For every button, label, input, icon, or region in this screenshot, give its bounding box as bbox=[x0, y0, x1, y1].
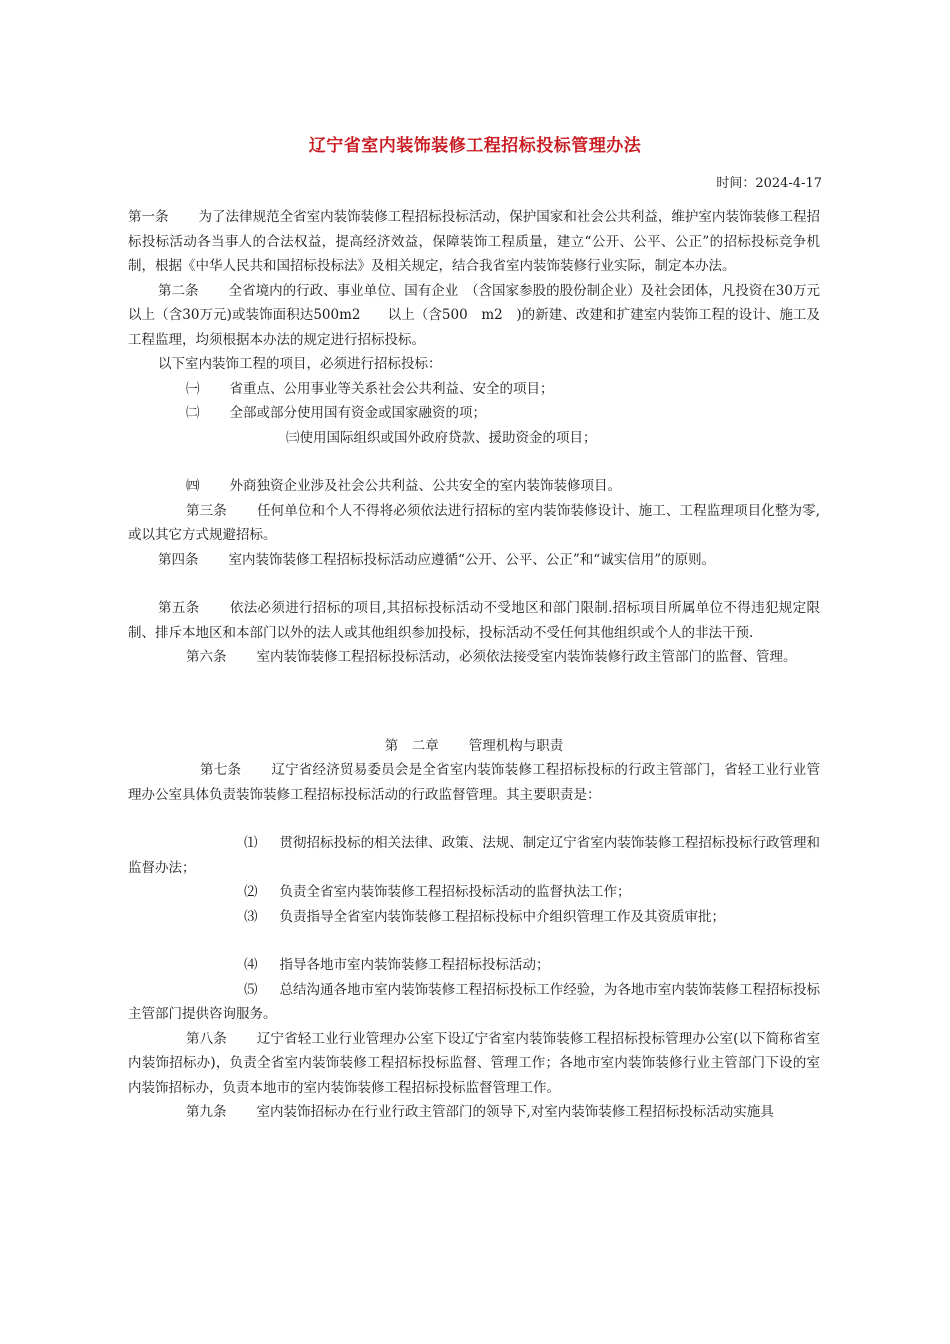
article-2 bbox=[128, 279, 820, 353]
chapter-number: 第 二章 bbox=[384, 737, 439, 754]
article-6 bbox=[128, 645, 820, 670]
article-8 bbox=[128, 1027, 820, 1101]
article-label: 第四条 bbox=[158, 551, 199, 568]
duty-item bbox=[128, 831, 820, 880]
article-3 bbox=[128, 499, 820, 548]
duty-text: 负责全省室内装饰装修工程招标投标活动的监督执法工作； bbox=[279, 884, 631, 900]
document-title: 辽宁省室内装饰装修工程招标投标管理办法 bbox=[308, 136, 642, 156]
article-text: 辽宁省经济贸易委员会是全省室内装饰装修工程招标投标的行政主管部门，省轻工业行业管理办公室具体负责装饰装修工程招标投标活动的行政监督管理。其主要职责是： bbox=[128, 762, 821, 803]
article-text: 依法必须进行招标的项目,其招标投标活动不受地区和部门限制.招标项目所属单位不得违犯规定限制、排斥本地区和本部门以外的法人或其他组织参加投标，投标活动不受任何其他组织或个人的非法干预. bbox=[128, 600, 820, 641]
item-number: ㈣ bbox=[186, 478, 200, 494]
duty-number: ⑶ bbox=[244, 908, 258, 925]
list-item bbox=[128, 401, 820, 426]
article-text: 室内装饰招标办在行业行政主管部门的领导下,对室内装饰装修工程招标投标活动实施具 bbox=[256, 1104, 774, 1120]
chapter-heading bbox=[128, 734, 820, 759]
article-label: 第八条 bbox=[186, 1030, 227, 1047]
article-label: 第三条 bbox=[186, 502, 227, 519]
article-text: 任何单位和个人不得将必须依法进行招标的室内装饰装修设计、施工、工程监理项目化整为零,或以其它方式规避招标。 bbox=[128, 502, 821, 543]
list-intro: 以下室内装饰工程的项目，必须进行招标投标： bbox=[158, 356, 442, 372]
article-label: 第五条 bbox=[158, 600, 200, 616]
duty-number: ⑸ bbox=[244, 981, 258, 998]
duty-text: 负责指导全省室内装饰装修工程招标投标中介组织管理工作及其资质审批； bbox=[279, 908, 725, 925]
item-text: ㈢使用国际组织或国外政府贷款、援助资金的项目； bbox=[286, 429, 597, 446]
duty-item bbox=[128, 905, 820, 930]
article-label: 第二条 bbox=[158, 282, 199, 299]
article-label: 第一条 bbox=[128, 209, 169, 225]
duty-text: 贯彻招标投标的相关法律、政策、法规、制定辽宁省室内装饰装修工程招标投标行政管理和监督办法； bbox=[128, 835, 820, 876]
item-text: 全部或部分使用国有资金或国家融资的项； bbox=[229, 405, 486, 421]
article-label: 第九条 bbox=[186, 1104, 227, 1120]
duty-number: ⑷ bbox=[244, 957, 258, 973]
item-text: 省重点、公用事业等关系社会公共利益、安全的项目； bbox=[229, 380, 554, 397]
item-number: ㈡ bbox=[186, 405, 200, 421]
article-1 bbox=[128, 205, 820, 279]
document-date: 时间：2024-4-17 bbox=[716, 176, 822, 191]
article-5 bbox=[128, 596, 820, 645]
list-item bbox=[128, 426, 820, 451]
duty-number: ⑵ bbox=[244, 884, 258, 900]
duty-text: 指导各地市室内装饰装修工程招标投标活动； bbox=[279, 957, 550, 973]
item-text: 外商独资企业涉及社会公共利益、公共安全的室内装饰装修项目。 bbox=[229, 478, 621, 494]
article-label: 第七条 bbox=[200, 762, 242, 778]
document-body bbox=[128, 205, 820, 1125]
item-number: ㈠ bbox=[186, 380, 200, 397]
list-item bbox=[128, 377, 820, 402]
duty-text: 总结沟通各地市室内装饰装修工程招标投标工作经验，为各地市室内装饰装修工程招标投标主管部门提供咨询服务。 bbox=[128, 981, 820, 1022]
article-7 bbox=[128, 758, 820, 807]
article-text: 全省境内的行政、事业单位、国有企业 （含国家参股的股份制企业）及社会团体，凡投资在30万元以上（含30万元)或装饰面积达500m2 以上（含500 m2 )的新建、改建和扩建室内装饰工程的设计、施工及工程监理，均须根据本办法的规定进行招标投标。 bbox=[128, 282, 821, 348]
duty-number: ⑴ bbox=[244, 835, 258, 851]
article-text: 室内装饰装修工程招标投标活动，必须依法接受室内装饰装修行政主管部门的监督、管理。 bbox=[256, 649, 797, 665]
duty-item bbox=[128, 978, 820, 1027]
duty-item bbox=[128, 953, 820, 978]
article-text: 辽宁省轻工业行业管理办公室下设辽宁省室内装饰装修工程招标投标管理办公室(以下简称省室内装饰招标办)，负责全省室内装饰装修工程招标投标监督、管理工作；各地市室内装饰装修行业主管部门下设的室内装饰招标办，负责本地市的室内装饰装修工程招标投标监督管理工作。 bbox=[128, 1030, 821, 1096]
list-item bbox=[128, 474, 820, 499]
article-label: 第六条 bbox=[186, 649, 227, 665]
chapter-title: 管理机构与职责 bbox=[468, 737, 564, 754]
article-text: 室内装饰装修工程招标投标活动应遵循“公开、公平、公正”和“诚实信用”的原则。 bbox=[228, 551, 716, 568]
article-9 bbox=[128, 1100, 820, 1125]
duty-item bbox=[128, 880, 820, 905]
article-text: 为了法律规范全省室内装饰装修工程招标投标活动，保护国家和社会公共利益，维护室内装饰装修工程招标投标活动各当事人的合法权益，提高经济效益，保障装饰工程质量，建立“公开、公平、公正”的招标投标竞争机制，根据《中华人民共和国招标投标法》及相关规定，结合我省室内装饰装修行业实际，制定本办法。 bbox=[128, 209, 820, 274]
article-4 bbox=[128, 548, 820, 573]
